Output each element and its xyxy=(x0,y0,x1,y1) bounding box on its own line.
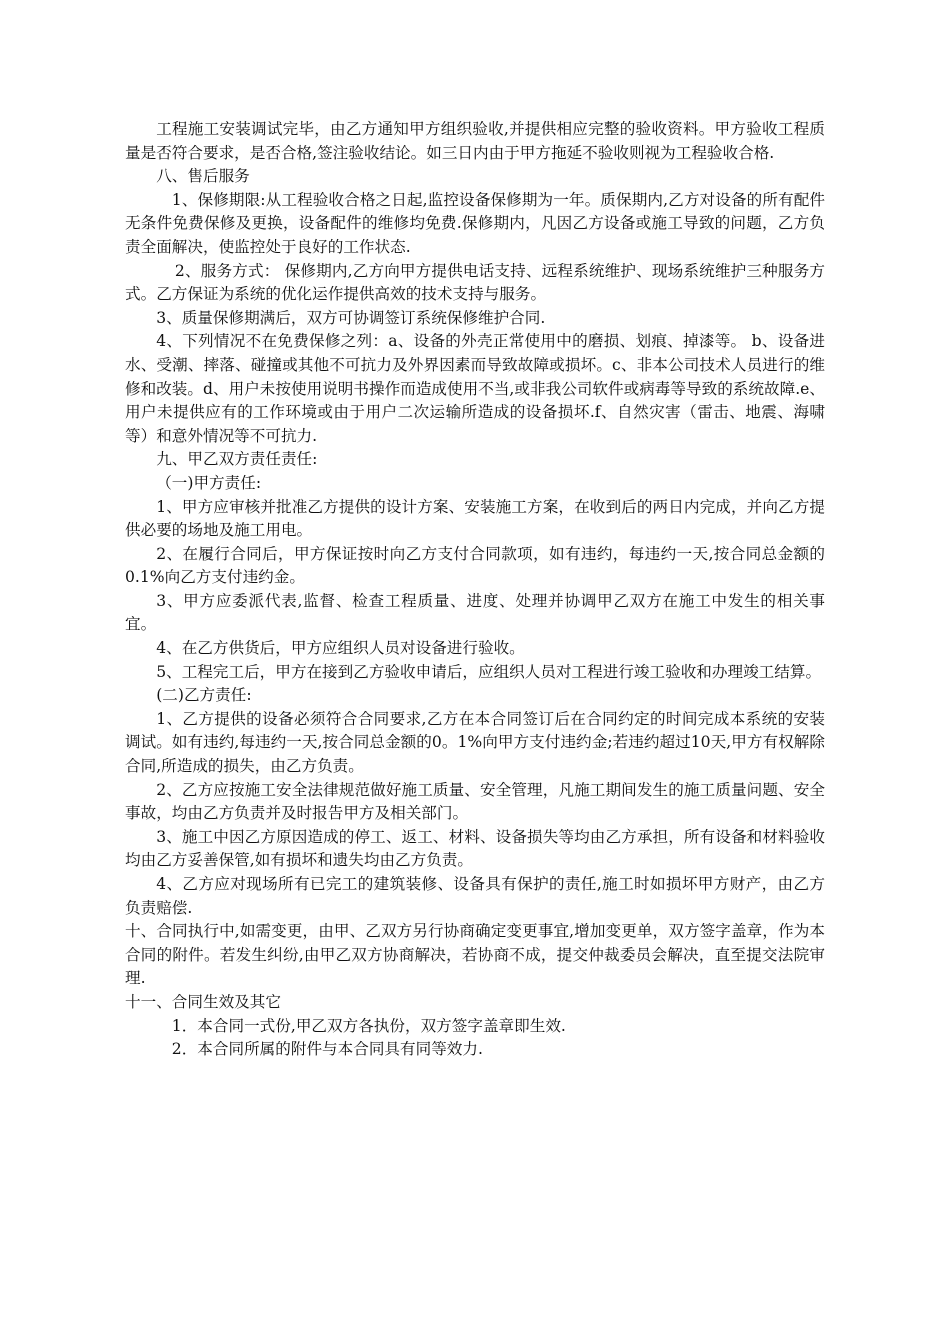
section-heading-effect: 十一、合同生效及其它 xyxy=(125,992,281,1011)
paragraph: 4、乙方应对现场所有已完工的建筑装修、设备具有保护的责任,施工时如损坏甲方财产，由乙方负责赔偿. xyxy=(125,875,825,917)
subsection-heading-party-a: （一)甲方责任: xyxy=(156,473,262,492)
section-heading-responsibilities: 九、甲乙双方责任责任: xyxy=(156,450,318,469)
paragraph: 3、质量保修期满后，双方可协调签订系统保修维护合同. xyxy=(156,308,546,327)
section-ten: 十、合同执行中,如需变更，由甲、乙双方另行协商确定变更事宜,增加变更单，双方签字盖章，作为本合同的附件。若发生纠纷,由甲乙双方协商解决，若协商不成，提交仲裁委员会解决，直至提交法院审理. xyxy=(125,922,825,988)
paragraph: 3、甲方应委派代表,监督、检查工程质量、进度、处理并协调甲乙双方在施工中发生的相关事宜。 xyxy=(125,591,825,634)
paragraph: 3、施工中因乙方原因造成的停工、返工、材料、设备损失等均由乙方承担，所有设备和材料验收均由乙方妥善保管,如有损坏和遗失均由乙方负责。 xyxy=(125,827,825,870)
paragraph: 4、在乙方供货后，甲方应组织人员对设备进行验收。 xyxy=(156,639,525,658)
paragraph: 2、在履行合同后，甲方保证按时向乙方支付合同款项，如有违约，每违约一天,按合同总金额的0.1%向乙方支付违约金。 xyxy=(125,544,825,587)
paragraph: 1、保修期限:从工程验收合格之日起,监控设备保修期为一年。质保期内,乙方对设备的所有配件无条件免费保修及更换，设备配件的维修均免费.保修期内，凡因乙方设备或施工导致的问题，乙方负责全面解决，使监控处于良好的工作状态. xyxy=(125,190,825,256)
paragraph: 工程施工安装调试完毕，由乙方通知甲方组织验收,并提供相应完整的验收资料。甲方验收工程质量是否符合要求，是否合格,签注验收结论。如三日内由于甲方拖延不验收则视为工程验收合格. xyxy=(125,120,825,162)
document-page xyxy=(125,118,825,1062)
section-heading-after-sales: 八、售后服务 xyxy=(156,167,250,186)
paragraph: 1、乙方提供的设备必须符合合同要求,乙方在本合同签订后在合同约定的时间完成本系统的安装调试。如有违约,每违约一天,按合同总金额的0。1%向甲方支付违约金;若违约超过10天,甲方有权解除合同,所造成的损失，由乙方负责。 xyxy=(125,709,825,776)
paragraph: 4、下列情况不在免费保修之列：a、设备的外壳正常使用中的磨损、划痕、掉漆等。 b、设备进水、受潮、摔落、碰撞或其他不可抗力及外界因素而导致故障或损坏。c、非本公司技术人员进行的维修和改装。d、用户未按使用说明书操作而造成使用不当,或非我公司软件或病毒等导致的系统故障.e、用户未提供应有的工作环境或由于用户二次运输所造成的设备损坏.f、自然灾害（雷击、地震、海啸等）和意外情况等不可抗力. xyxy=(125,332,825,445)
paragraph: 5、工程完工后，甲方在接到乙方验收申请后，应组织人员对工程进行竣工验收和办理竣工结算。 xyxy=(156,662,822,681)
paragraph: 2．本合同所属的附件与本合同具有同等效力. xyxy=(171,1040,483,1059)
subsection-heading-party-b: (二)乙方责任: xyxy=(156,686,252,705)
paragraph: 1．本合同一式份,甲乙双方各执份，双方签字盖章即生效. xyxy=(171,1016,566,1035)
paragraph: 1、甲方应审核并批准乙方提供的设计方案、安装施工方案，在收到后的两日内完成，并向乙方提供必要的场地及施工用电。 xyxy=(125,497,825,540)
paragraph: 2、服务方式： 保修期内,乙方向甲方提供电话支持、远程系统维护、现场系统维护三种服务方式。乙方保证为系统的优化运作提供高效的技术支持与服务。 xyxy=(125,261,825,304)
paragraph: 2、乙方应按施工安全法律规范做好施工质量、安全管理，凡施工期间发生的施工质量问题、安全事故，均由乙方负责并及时报告甲方及相关部门。 xyxy=(125,780,825,823)
